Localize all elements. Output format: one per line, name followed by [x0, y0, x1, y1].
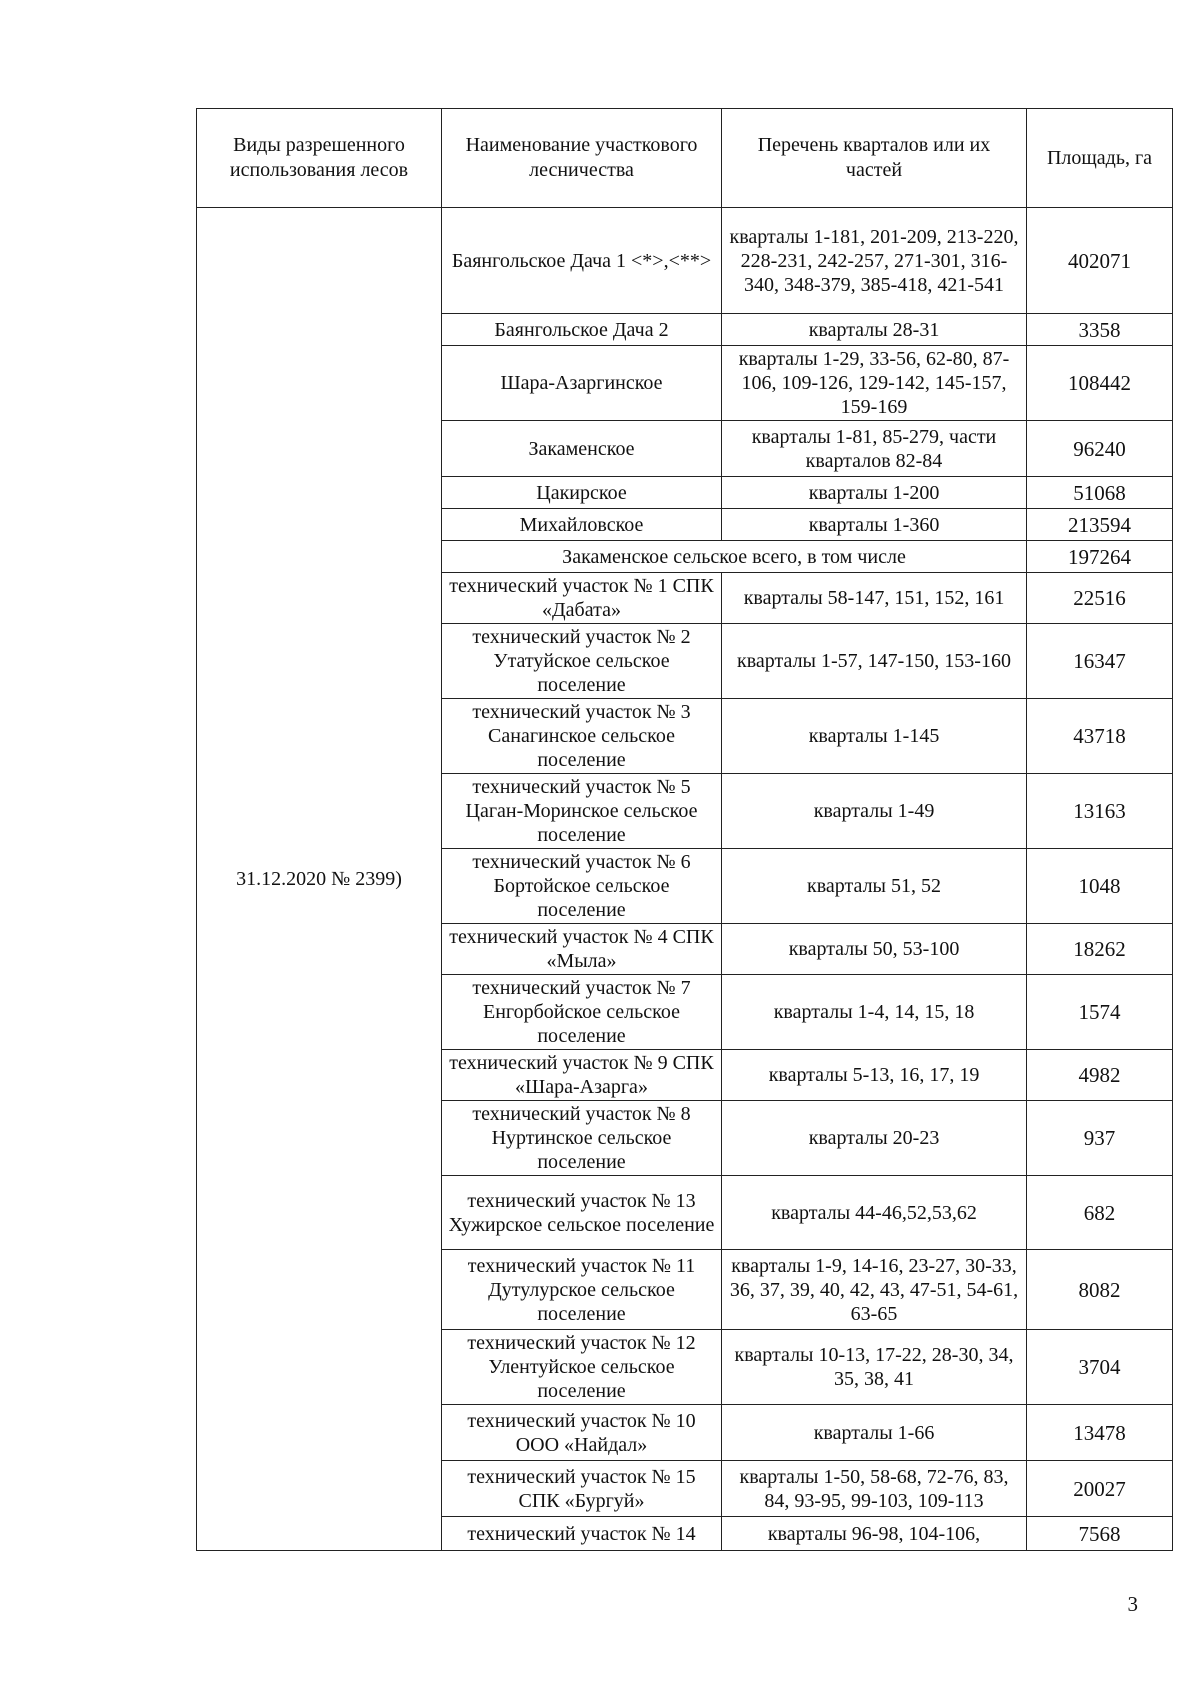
quarters-cell: кварталы 1-49: [722, 774, 1027, 849]
quarters-cell: кварталы 1-200: [722, 477, 1027, 509]
area-cell: 937: [1027, 1101, 1173, 1176]
area-cell: 20027: [1027, 1461, 1173, 1517]
table-row: [197, 208, 1173, 314]
forestry-name-cell: технический участок № 2 Утатуйское сельское поселение: [442, 624, 722, 699]
header-name: Наименование участкового лесничества: [442, 109, 722, 208]
forestry-name-cell: Баянгольское Дача 2: [442, 314, 722, 346]
quarters-cell: кварталы 5-13, 16, 17, 19: [722, 1050, 1027, 1101]
area-cell: 43718: [1027, 699, 1173, 774]
area-cell: 22516: [1027, 573, 1173, 624]
quarters-cell: кварталы 1-145: [722, 699, 1027, 774]
area-cell: 7568: [1027, 1517, 1173, 1551]
forestry-name-cell: технический участок № 3 Санагинское сельское поселение: [442, 699, 722, 774]
quarters-cell: кварталы 96-98, 104-106,: [722, 1517, 1027, 1551]
forestry-name-cell: Шара-Азаргинское: [442, 346, 722, 421]
area-cell: 402071: [1027, 208, 1173, 314]
quarters-cell: кварталы 10-13, 17-22, 28-30, 34, 35, 38, 41: [722, 1330, 1027, 1405]
forestry-name-cell: Закаменское сельское всего, в том числе: [442, 541, 1027, 573]
quarters-cell: кварталы 1-181, 201-209, 213-220, 228-231, 242-257, 271-301, 316-340, 348-379, 385-418, 421-541: [722, 208, 1027, 314]
quarters-cell: кварталы 50, 53-100: [722, 924, 1027, 975]
quarters-cell: кварталы 1-4, 14, 15, 18: [722, 975, 1027, 1050]
area-cell: 8082: [1027, 1250, 1173, 1330]
forestry-name-cell: Цакирское: [442, 477, 722, 509]
header-area: Площадь, га: [1027, 109, 1173, 208]
forestry-name-cell: технический участок № 13 Хужирское сельское поселение: [442, 1176, 722, 1250]
forestry-name-cell: технический участок № 10 ООО «Найдал»: [442, 1405, 722, 1461]
quarters-cell: кварталы 28-31: [722, 314, 1027, 346]
quarters-cell: кварталы 1-66: [722, 1405, 1027, 1461]
area-cell: 16347: [1027, 624, 1173, 699]
header-quarters: Перечень кварталов или их частей: [722, 109, 1027, 208]
area-cell: 108442: [1027, 346, 1173, 421]
area-cell: 13478: [1027, 1405, 1173, 1461]
table-header-row: [197, 109, 1173, 208]
area-cell: 213594: [1027, 509, 1173, 541]
quarters-cell: кварталы 1-50, 58-68, 72-76, 83, 84, 93-95, 99-103, 109-113: [722, 1461, 1027, 1517]
forestry-name-cell: технический участок № 9 СПК «Шара-Азарга»: [442, 1050, 722, 1101]
forestry-name-cell: технический участок № 4 СПК «Мыла»: [442, 924, 722, 975]
quarters-cell: кварталы 1-57, 147-150, 153-160: [722, 624, 1027, 699]
forestry-name-cell: технический участок № 8 Нуртинское сельское поселение: [442, 1101, 722, 1176]
forestry-name-cell: технический участок № 14: [442, 1517, 722, 1551]
quarters-cell: кварталы 44-46,52,53,62: [722, 1176, 1027, 1250]
area-cell: 3704: [1027, 1330, 1173, 1405]
quarters-cell: кварталы 1-81, 85-279, части кварталов 82-84: [722, 421, 1027, 477]
forestry-name-cell: технический участок № 11 Дутулурское сельское поселение: [442, 1250, 722, 1330]
header-use: Виды разрешенного использования лесов: [197, 109, 442, 208]
forestry-name-cell: технический участок № 12 Улентуйское сельское поселение: [442, 1330, 722, 1405]
area-cell: 4982: [1027, 1050, 1173, 1101]
quarters-cell: кварталы 58-147, 151, 152, 161: [722, 573, 1027, 624]
area-cell: 18262: [1027, 924, 1173, 975]
forestry-name-cell: Закаменское: [442, 421, 722, 477]
forestry-name-cell: технический участок № 15 СПК «Бургуй»: [442, 1461, 722, 1517]
quarters-cell: кварталы 51, 52: [722, 849, 1027, 924]
forestry-name-cell: технический участок № 7 Енгорбойское сельское поселение: [442, 975, 722, 1050]
page-number: 3: [1127, 1592, 1138, 1616]
forestry-name-cell: технический участок № 5 Цаган-Моринское сельское поселение: [442, 774, 722, 849]
area-cell: 1048: [1027, 849, 1173, 924]
forestry-name-cell: Михайловское: [442, 509, 722, 541]
area-cell: 197264: [1027, 541, 1173, 573]
quarters-cell: кварталы 1-29, 33-56, 62-80, 87-106, 109-126, 129-142, 145-157, 159-169: [722, 346, 1027, 421]
forestry-name-cell: технический участок № 6 Бортойское сельское поселение: [442, 849, 722, 924]
area-cell: 13163: [1027, 774, 1173, 849]
area-cell: 3358: [1027, 314, 1173, 346]
area-cell: 96240: [1027, 421, 1173, 477]
quarters-cell: кварталы 1-9, 14-16, 23-27, 30-33, 36, 37, 39, 40, 42, 43, 47-51, 54-61, 63-65: [722, 1250, 1027, 1330]
area-cell: 51068: [1027, 477, 1173, 509]
area-cell: 1574: [1027, 975, 1173, 1050]
forestry-name-cell: Баянгольское Дача 1 <*>,<**>: [442, 208, 722, 314]
area-cell: 682: [1027, 1176, 1173, 1250]
forest-table: [196, 108, 1173, 1551]
quarters-cell: кварталы 20-23: [722, 1101, 1027, 1176]
use-type-cell: 31.12.2020 № 2399): [197, 208, 442, 1551]
forestry-name-cell: технический участок № 1 СПК «Дабата»: [442, 573, 722, 624]
quarters-cell: кварталы 1-360: [722, 509, 1027, 541]
